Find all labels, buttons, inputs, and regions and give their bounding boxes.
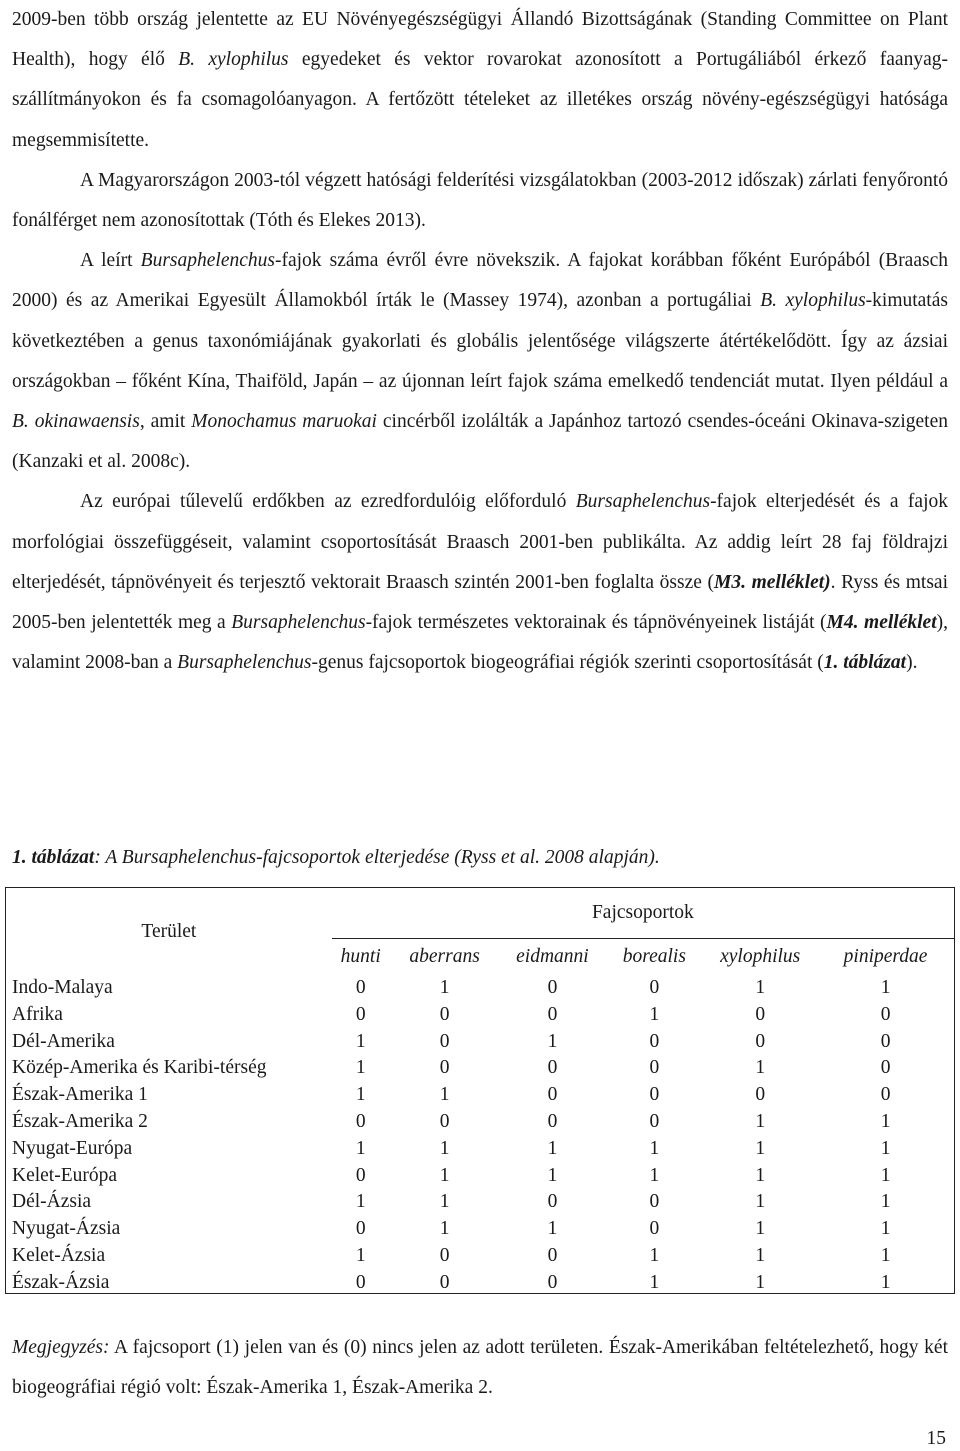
presence-value-cell: 1 <box>880 1164 891 1186</box>
presence-value-cell: 0 <box>649 977 660 998</box>
table-row <box>6 1055 954 1082</box>
table-caption-text: : A Bursaphelenchus-fajcsoportok elterjedése (Ryss et al. 2008 alapján). <box>94 847 660 868</box>
presence-value-cell: 1 <box>355 1191 366 1213</box>
table-row <box>6 975 954 1002</box>
presence-value-cell: 1 <box>755 1057 766 1079</box>
column-header: eidmanni <box>516 946 589 967</box>
text-run: A leírt <box>80 250 141 272</box>
presence-value-cell: 1 <box>439 1137 450 1159</box>
presence-value-cell: 1 <box>355 1057 366 1079</box>
presence-value-cell: 1 <box>547 1164 558 1186</box>
presence-value-cell: 0 <box>649 1057 660 1079</box>
paragraph-4 <box>12 482 948 683</box>
appendix-reference: M3. melléklet) <box>714 571 831 593</box>
presence-value-cell: 1 <box>439 977 450 998</box>
table-body <box>6 975 954 1297</box>
species-name: B. xylophilus <box>760 290 866 312</box>
column-header: xylophilus <box>720 946 801 967</box>
presence-value-cell: 1 <box>649 1164 660 1186</box>
presence-value-cell: 0 <box>439 1030 450 1052</box>
table-row <box>6 1029 954 1056</box>
presence-value-cell: 1 <box>755 1110 766 1132</box>
appendix-reference: M4. melléklet <box>826 612 937 634</box>
region-cell: Kelet-Európa <box>12 1164 118 1186</box>
presence-value-cell: 1 <box>880 1218 891 1240</box>
text-run: egyedeket és vektor rovarokat azonosított a Portugáliából érkező faanyag-szállítmányokon és fa csomagolóanyagon. A fertőzött tételeket az illetékes ország növény-egészségügyi hatósága megsemmisítette. <box>12 49 948 151</box>
presence-value-cell: 1 <box>880 977 891 998</box>
genus-name: Bursaphelenchus <box>140 250 275 272</box>
presence-value-cell: 1 <box>355 1030 366 1052</box>
presence-value-cell: 1 <box>755 1191 766 1213</box>
text-run: ), valamint 2008-ban a <box>12 612 948 674</box>
presence-value-cell: 0 <box>755 1030 766 1052</box>
presence-value-cell: 0 <box>355 1110 366 1132</box>
presence-value-cell: 0 <box>880 1084 891 1106</box>
note-paragraph <box>12 1328 948 1408</box>
table-row <box>6 1002 954 1029</box>
paragraph-2: A Magyarországon 2003-tól végzett hatósági felderítési vizsgálatokban (2003-2012 időszak) zárlati fenyőrontó fonálférget nem azonosítottak (Tóth és Elekes 2013). <box>12 169 948 232</box>
table-row <box>6 1109 954 1136</box>
presence-value-cell: 1 <box>439 1218 450 1240</box>
presence-value-cell: 1 <box>880 1110 891 1132</box>
presence-value-cell: 1 <box>755 1137 766 1159</box>
presence-value-cell: 0 <box>355 1003 366 1025</box>
presence-value-cell: 0 <box>649 1191 660 1213</box>
table-row <box>6 1189 954 1216</box>
presence-value-cell: 0 <box>439 1057 450 1079</box>
region-cell: Észak-Amerika 1 <box>12 1084 148 1106</box>
text-run: . Ryss és mtsai 2005-ben jelentették meg a <box>12 571 948 634</box>
presence-value-cell: 0 <box>355 1271 366 1293</box>
presence-value-cell: 1 <box>755 977 766 998</box>
text-run: ). <box>906 652 918 674</box>
presence-value-cell: 1 <box>439 1164 450 1186</box>
column-header: piniperdae <box>843 946 928 967</box>
presence-value-cell: 0 <box>355 1164 366 1186</box>
species-name: B. okinawaensis <box>12 411 140 433</box>
presence-value-cell: 0 <box>547 1191 558 1213</box>
note-text: A fajcsoport (1) jelen van és (0) nincs jelen az adott területen. Észak-Amerikában feltételezhető, hogy két biogeográfiai régió volt: Észak-Amerika 1, Észak-Amerika 2. <box>12 1337 948 1398</box>
body-text <box>12 0 948 683</box>
species-name: Monochamus maruokai <box>191 411 377 433</box>
text-run: Az európai tűlevelű erdőkben az ezredfordulóig előforduló <box>80 491 576 513</box>
presence-value-cell: 0 <box>649 1218 660 1240</box>
region-cell: Nyugat-Európa <box>12 1137 133 1159</box>
table-note <box>12 1328 948 1408</box>
region-cell: Kelet-Ázsia <box>12 1244 106 1266</box>
text-run: -kimutatás következtében a genus taxonómiájának gyakorlati és globális jelentősége világszerte átértékelődött. Így az ázsiai országokban – főként Kína, Thaiföld, Japán – az újonnan leírt fajok száma emelkedő tendenciát mutat. Ilyen például a <box>12 290 948 392</box>
text-run: , amit <box>139 411 192 433</box>
presence-value-cell: 1 <box>755 1164 766 1186</box>
genus-name: Bursaphelenchus <box>231 612 366 634</box>
presence-value-cell: 1 <box>755 1271 766 1293</box>
presence-value-cell: 0 <box>547 977 558 998</box>
presence-value-cell: 1 <box>755 1218 766 1240</box>
presence-value-cell: 0 <box>547 1271 558 1293</box>
presence-value-cell: 1 <box>880 1191 891 1213</box>
presence-value-cell: 0 <box>880 1030 891 1052</box>
column-header: borealis <box>622 946 686 967</box>
presence-value-cell: 1 <box>880 1137 891 1159</box>
presence-value-cell: 0 <box>755 1003 766 1025</box>
region-cell: Afrika <box>12 1003 63 1025</box>
presence-value-cell: 0 <box>880 1057 891 1079</box>
region-cell: Közép-Amerika és Karibi-térség <box>12 1057 267 1079</box>
region-cell: Észak-Amerika 2 <box>12 1110 148 1132</box>
paragraph-1 <box>12 0 948 161</box>
presence-value-cell: 1 <box>649 1271 660 1293</box>
text-run: -fajok elterjedését és a fajok morfológiai összefüggéseit, valamint csoportosítását Braasch 2001-ben publikálta. Az addig leírt 28 faj földrajzi elterjedését, tápnövényeit és terjesztő vektorait Braasch szintén 2001-ben foglalta össze ( <box>12 491 948 593</box>
text-run: -genus fajcsoportok biogeográfiai régiók szerinti csoportosítását ( <box>311 652 824 674</box>
presence-value-cell: 0 <box>649 1030 660 1052</box>
table-reference: 1. táblázat <box>823 652 907 674</box>
text-run: -fajok természetes vektorainak és tápnövényeinek listáját ( <box>365 612 827 634</box>
presence-value-cell: 1 <box>355 1244 366 1266</box>
text-run: cincérből izolálták a Japánhoz tartozó csendes-óceáni Okinava-szigeten (Kanzaki et al. 2008c). <box>12 411 948 473</box>
table-row <box>6 1136 954 1163</box>
table-row <box>6 1216 954 1243</box>
paragraph-3 <box>12 241 948 482</box>
region-cell: Észak-Ázsia <box>12 1271 110 1293</box>
text-run: 2009-ben több ország jelentette az EU Növényegészségügyi Állandó Bizottságának (Standing Committee on Plant Health), hogy élő <box>12 9 948 71</box>
presence-value-cell: 0 <box>880 1003 891 1025</box>
presence-value-cell: 1 <box>547 1030 558 1052</box>
presence-value-cell: 0 <box>547 1003 558 1025</box>
table-caption-label: 1. táblázat <box>12 847 95 868</box>
presence-value-cell: 0 <box>355 977 366 998</box>
distribution-table <box>6 888 954 1297</box>
table-row <box>6 1243 954 1270</box>
presence-value-cell: 1 <box>649 1137 660 1159</box>
note-label: Megjegyzés: <box>12 1337 110 1358</box>
presence-value-cell: 1 <box>880 1244 891 1266</box>
genus-name: Bursaphelenchus <box>177 652 312 674</box>
presence-value-cell: 0 <box>547 1110 558 1132</box>
presence-value-cell: 0 <box>439 1271 450 1293</box>
presence-value-cell: 1 <box>355 1084 366 1106</box>
presence-value-cell: 1 <box>880 1271 891 1293</box>
region-cell: Dél-Ázsia <box>12 1191 92 1213</box>
presence-value-cell: 1 <box>649 1003 660 1025</box>
region-cell: Nyugat-Ázsia <box>12 1218 121 1240</box>
table-caption <box>12 846 660 870</box>
presence-value-cell: 0 <box>439 1003 450 1025</box>
presence-value-cell: 0 <box>755 1084 766 1106</box>
table-row <box>6 1163 954 1190</box>
region-cell: Dél-Amerika <box>12 1030 115 1052</box>
species-name: B. xylophilus <box>178 49 289 71</box>
group-column-header: Fajcsoportok <box>332 888 954 939</box>
distribution-table-frame <box>5 887 955 1294</box>
presence-value-cell: 1 <box>439 1191 450 1213</box>
region-cell: Indo-Malaya <box>12 977 113 998</box>
text-run: -fajok száma évről évre növekszik. A fajokat korábban főként Európából (Braasch 2000) és az Amerikai Egyesült Államokból írták le (Massey 1974), azonban a portugáliai <box>12 250 948 312</box>
area-column-header: Terület <box>141 920 197 942</box>
presence-value-cell: 0 <box>439 1110 450 1132</box>
column-header: hunti <box>340 946 381 967</box>
presence-value-cell: 1 <box>547 1218 558 1240</box>
table-row <box>6 1082 954 1109</box>
presence-value-cell: 0 <box>649 1084 660 1106</box>
presence-value-cell: 0 <box>547 1057 558 1079</box>
genus-name: Bursaphelenchus <box>575 491 711 513</box>
presence-value-cell: 0 <box>439 1244 450 1266</box>
presence-value-cell: 1 <box>439 1084 450 1106</box>
presence-value-cell: 1 <box>547 1137 558 1159</box>
presence-value-cell: 1 <box>649 1244 660 1266</box>
presence-value-cell: 1 <box>355 1137 366 1159</box>
presence-value-cell: 0 <box>649 1110 660 1132</box>
presence-value-cell: 0 <box>355 1218 366 1240</box>
column-header: aberrans <box>409 946 480 967</box>
table-row <box>6 1270 954 1297</box>
presence-value-cell: 0 <box>547 1084 558 1106</box>
presence-value-cell: 0 <box>547 1244 558 1266</box>
presence-value-cell: 1 <box>755 1244 766 1266</box>
page-number: 15 <box>926 1428 946 1449</box>
